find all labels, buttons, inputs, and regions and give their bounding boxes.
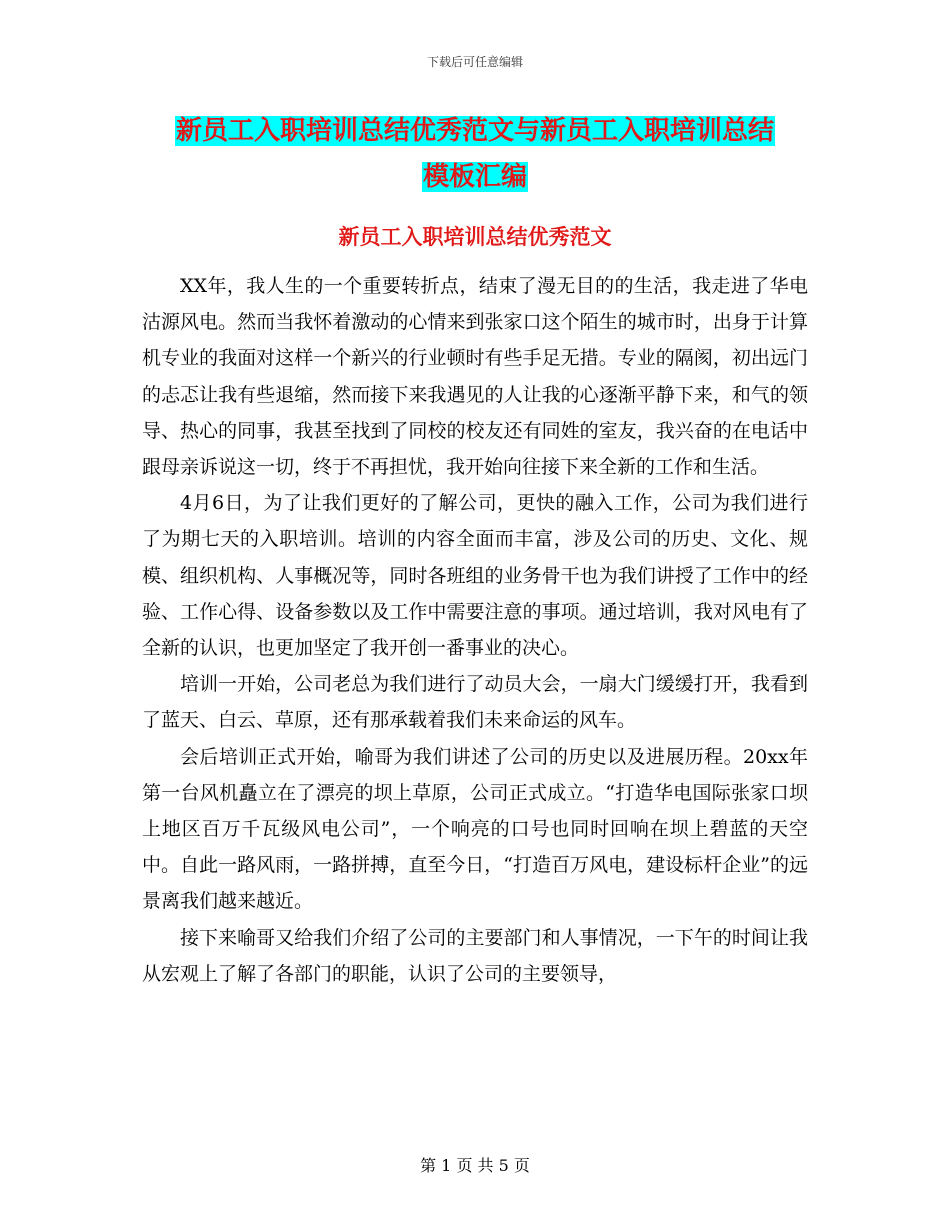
section-title: 新员工入职培训总结优秀范文 xyxy=(338,225,612,249)
paragraph: 会后培训正式开始，喻哥为我们讲述了公司的历史以及进展历程。20xx年第一台风机矗立在了漂亮的坝上草原，公司正式成立。“打造华电国际张家口坝上地区百万千瓦级风电公司”，一个响亮的口号也同时回响在坝上碧蓝的天空中。自此一路风雨，一路拼搏，直至今日，“打造百万风电，建设标杆企业”的远景离我们越来越近。 xyxy=(142,745,808,913)
page-number: 第 1 页 共 5 页 xyxy=(420,1156,530,1175)
document-title-line-2: 模板汇编 xyxy=(422,162,527,192)
paragraph: 接下来喻哥又给我们介绍了公司的主要部门和人事情况，一下午的时间让我从宏观上了解了各部门的职能，认识了公司的主要领导， xyxy=(142,926,808,985)
paragraph: XX年，我人生的一个重要转折点，结束了漫无目的的生活，我走进了华电沽源风电。然而当我怀着激动的心情来到张家口这个陌生的城市时，出身于计算机专业的我面对这样一个新兴的行业顿时有些手足无措。专业的隔阂，初出远门的忐忑让我有些退缩，然而接下来我遇见的人让我的心逐渐平静下来，和气的领导、热心的同事，我甚至找到了同校的校友还有同姓的室友，我兴奋的在电话中跟母亲诉说这一切，终于不再担忧，我开始向往接下来全新的工作和生活。 xyxy=(142,275,808,479)
document-title xyxy=(0,108,950,200)
body-text xyxy=(142,268,808,992)
paragraph: 4月6日，为了让我们更好的了解公司，更快的融入工作，公司为我们进行了为期七天的入职培训。培训的内容全面而丰富，涉及公司的历史、文化、规模、组织机构、人事概况等，同时各班组的业务骨干也为我们讲授了工作中的经验、工作心得、设备参数以及工作中需要注意的事项。通过培训，我对风电有了全新的认识，也更加坚定了我开创一番事业的决心。 xyxy=(142,492,808,660)
document-title-line-1: 新员工入职培训总结优秀范文与新员工入职培训总结 xyxy=(175,116,774,146)
paragraph: 培训一开始，公司老总为我们进行了动员大会，一扇大门缓缓打开，我看到了蓝天、白云、草原，还有那承载着我们未来命运的风车。 xyxy=(142,673,808,732)
header-note: 下载后可任意编辑 xyxy=(426,55,523,69)
